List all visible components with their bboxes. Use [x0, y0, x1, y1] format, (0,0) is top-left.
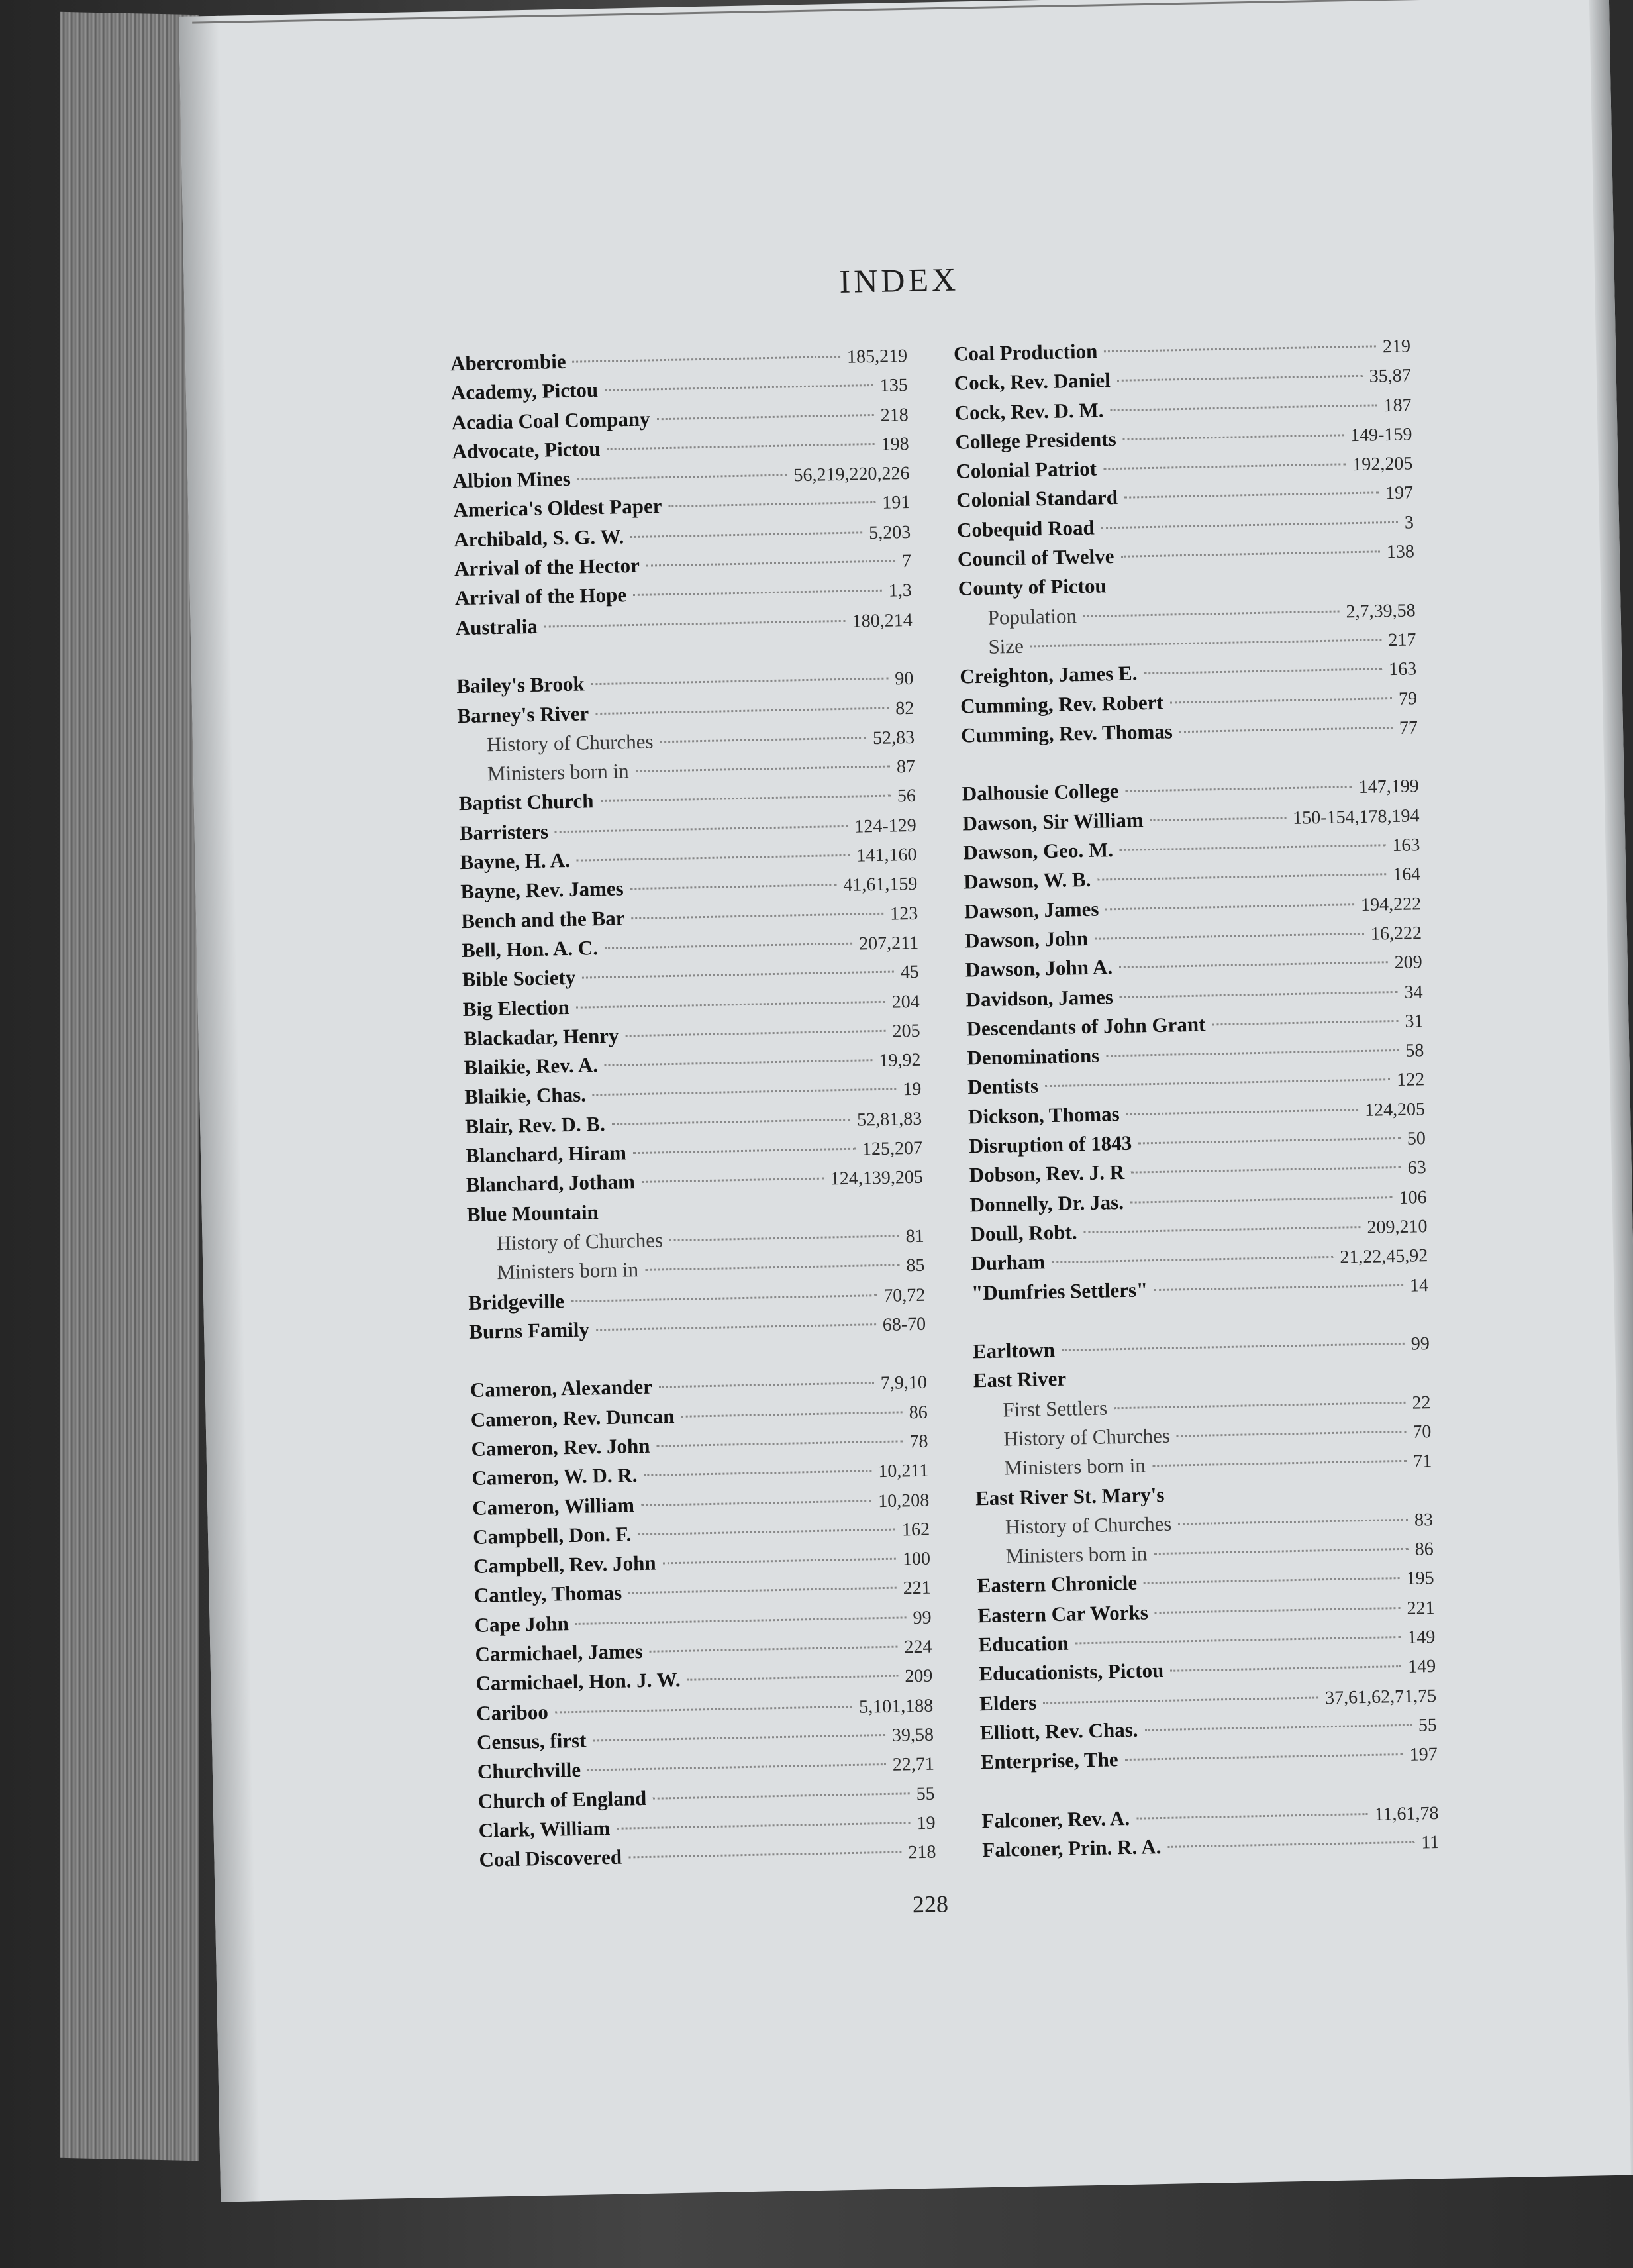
- leader-dots: [1095, 933, 1364, 940]
- entry-pages: 180,214: [852, 609, 913, 632]
- index-column-left: [450, 340, 936, 1875]
- leader-dots: [596, 1323, 876, 1331]
- entry-name: Cape John: [474, 1611, 569, 1637]
- entry-name: Dawson, Geo. M.: [963, 838, 1114, 864]
- entry-pages: 2,7,39,58: [1346, 599, 1416, 622]
- entry-name: Blaikie, Chas.: [464, 1082, 587, 1109]
- entry-pages: 52,83: [872, 727, 915, 748]
- leader-dots: [1178, 1519, 1408, 1525]
- entry-pages: 123: [889, 903, 918, 925]
- entry-pages: 71: [1412, 1451, 1432, 1472]
- entry-name: Elders: [979, 1690, 1037, 1715]
- leader-dots: [600, 795, 890, 802]
- entry-pages: 70,72: [883, 1284, 926, 1306]
- entry-name: Dobson, Rev. J. R: [969, 1160, 1125, 1187]
- entry-name: Advocate, Pictou: [452, 437, 601, 464]
- entry-pages: 150-154,178,194: [1292, 805, 1420, 829]
- entry-pages: 124-129: [854, 815, 916, 837]
- entry-pages: 195: [1406, 1568, 1434, 1590]
- entry-name: Dickson, Thomas: [967, 1102, 1120, 1129]
- leader-dots: [656, 1440, 903, 1447]
- entry-pages: 149: [1407, 1627, 1436, 1648]
- entry-pages: 63: [1407, 1157, 1427, 1179]
- leader-dots: [1052, 1256, 1333, 1263]
- entry-name: History of Churches: [496, 1228, 664, 1255]
- entry-name: Ministers born in: [497, 1258, 639, 1284]
- leader-dots: [1083, 610, 1340, 617]
- leader-dots: [638, 1529, 895, 1535]
- entry-name: Blair, Rev. D. B.: [464, 1111, 606, 1138]
- entry-pages: 16,222: [1370, 923, 1422, 945]
- entry-pages: 22: [1412, 1392, 1431, 1414]
- leader-dots: [1075, 1636, 1401, 1644]
- leader-dots: [571, 1294, 877, 1302]
- entry-name: Dalhousie College: [962, 779, 1119, 805]
- entry-name: "Dumfries Settlers": [971, 1277, 1148, 1304]
- leader-dots: [1097, 874, 1386, 881]
- leader-dots: [1110, 404, 1377, 411]
- leader-dots: [577, 474, 787, 480]
- entry-name: Ministers born in: [1003, 1453, 1146, 1480]
- entry-pages: 78: [909, 1431, 928, 1453]
- leader-dots: [668, 501, 875, 507]
- entry-pages: 224: [904, 1636, 932, 1658]
- entry-pages: 194,222: [1360, 893, 1422, 915]
- leader-dots: [1136, 1813, 1367, 1820]
- leader-dots: [653, 1792, 910, 1799]
- leader-dots: [631, 912, 883, 919]
- leader-dots: [617, 1822, 910, 1830]
- entry-name: Cameron, Rev. John: [471, 1433, 650, 1461]
- leader-dots: [646, 560, 895, 566]
- entry-name: Enterprise, The: [980, 1747, 1118, 1774]
- entry-pages: 99: [913, 1607, 932, 1628]
- entry-name: Academy, Pictou: [450, 378, 599, 405]
- entry-name: Bayne, H. A.: [460, 848, 571, 874]
- entry-pages: 11,61,78: [1374, 1802, 1439, 1825]
- entry-pages: 207,211: [858, 932, 919, 954]
- entry-name: Bell, Hon. A. C.: [461, 936, 599, 962]
- leader-dots: [1043, 1696, 1318, 1704]
- leader-dots: [1103, 463, 1346, 470]
- leader-dots: [1062, 1343, 1405, 1351]
- entry-name: Ministers born in: [487, 759, 629, 786]
- leader-dots: [1154, 1548, 1408, 1555]
- entry-pages: 221: [1407, 1597, 1435, 1619]
- entry-name: Educationists, Pictou: [978, 1659, 1164, 1686]
- index-title: INDEX: [839, 260, 960, 300]
- entry-pages: 14: [1409, 1274, 1429, 1296]
- entry-name: Blanchard, Hiram: [465, 1141, 627, 1168]
- entry-pages: 86: [909, 1402, 928, 1423]
- index-column-right: [954, 331, 1440, 1865]
- leader-dots: [577, 854, 850, 862]
- entry-name: Denominations: [967, 1043, 1100, 1070]
- entry-pages: 141,160: [856, 844, 917, 866]
- entry-pages: 187: [1383, 394, 1412, 416]
- leader-dots: [1179, 727, 1393, 733]
- entry-name: Earltown: [972, 1338, 1056, 1363]
- entry-pages: 83: [1414, 1509, 1434, 1531]
- leader-dots: [573, 356, 840, 363]
- leader-dots: [544, 620, 846, 628]
- leader-dots: [1144, 668, 1382, 675]
- entry-name: East River St. Mary's: [975, 1482, 1165, 1510]
- leader-dots: [1117, 375, 1363, 382]
- entry-name: Dentists: [967, 1074, 1039, 1099]
- entry-pages: 5,203: [868, 521, 911, 543]
- entry-name: Big Election: [462, 995, 570, 1021]
- entry-pages: 55: [916, 1783, 936, 1804]
- entry-pages: 197: [1409, 1744, 1438, 1766]
- entry-name: Colonial Patriot: [956, 456, 1097, 483]
- entry-name: Arrival of the Hector: [454, 553, 640, 581]
- entry-pages: 209: [905, 1665, 933, 1687]
- entry-name: East River: [973, 1367, 1067, 1392]
- entry-name: Barney's River: [456, 701, 589, 727]
- leader-dots: [555, 1706, 852, 1714]
- entry-name: Davidson, James: [965, 984, 1114, 1011]
- leader-dots: [1101, 521, 1398, 529]
- entry-name: Barristers: [459, 819, 549, 845]
- entry-name: First Settlers: [1003, 1396, 1108, 1421]
- entry-name: Archibald, S. G. W.: [453, 525, 624, 551]
- leader-dots: [660, 737, 867, 743]
- leader-dots: [633, 590, 882, 596]
- entry-pages: 55: [1418, 1714, 1438, 1736]
- entry-pages: 135: [879, 375, 909, 397]
- entry-name: Disruption of 1843: [968, 1131, 1132, 1158]
- leader-dots: [582, 971, 894, 979]
- entry-pages: 124,139,205: [830, 1167, 924, 1190]
- page-number: 228: [912, 1890, 949, 1918]
- leader-dots: [650, 1646, 898, 1653]
- entry-name: Bayne, Rev. James: [460, 876, 624, 903]
- leader-dots: [593, 1734, 885, 1741]
- entry-pages: 192,205: [1352, 453, 1413, 476]
- entry-pages: 22,71: [892, 1753, 935, 1776]
- leader-dots: [555, 825, 848, 833]
- leader-dots: [593, 1088, 897, 1096]
- leader-dots: [1114, 1402, 1405, 1409]
- entry-name: Clark, William: [478, 1816, 611, 1842]
- entry-pages: 10,208: [877, 1490, 930, 1512]
- entry-name: Bench and the Bar: [460, 905, 625, 933]
- entry-name: Cariboo: [475, 1700, 549, 1725]
- entry-name: Dawson, John: [964, 926, 1089, 953]
- entry-name: Descendants of John Grant: [966, 1012, 1206, 1041]
- entry-pages: 90: [895, 668, 914, 690]
- leader-dots: [633, 1148, 856, 1154]
- leader-dots: [1152, 1460, 1407, 1467]
- entry-name: Blaikie, Rev. A.: [464, 1053, 599, 1080]
- leader-dots: [645, 1264, 899, 1271]
- leader-dots: [1030, 639, 1382, 647]
- leader-dots: [1124, 492, 1379, 499]
- entry-name: Blanchard, Jotham: [466, 1170, 636, 1197]
- entry-name: Falconer, Rev. A.: [981, 1806, 1130, 1833]
- leader-dots: [1120, 844, 1386, 851]
- entry-pages: 138: [1386, 541, 1415, 563]
- entry-pages: 209,210: [1367, 1216, 1428, 1238]
- entry-name: Church of England: [477, 1786, 647, 1813]
- entry-pages: 221: [903, 1578, 932, 1599]
- entry-name: Cameron, W. D. R.: [471, 1463, 638, 1490]
- entry-name: Bridgeville: [468, 1288, 565, 1314]
- entry-pages: 56: [897, 786, 916, 807]
- entry-name: Doull, Robt.: [970, 1220, 1077, 1246]
- entry-pages: 191: [882, 492, 911, 514]
- leader-dots: [628, 1587, 897, 1594]
- leader-dots: [1154, 1284, 1403, 1290]
- entry-pages: 41,61,159: [843, 874, 918, 896]
- leader-dots: [642, 1178, 824, 1183]
- entry-pages: 52,81,83: [856, 1108, 922, 1131]
- entry-name: Durham: [971, 1250, 1046, 1275]
- leader-dots: [607, 443, 874, 450]
- entry-name: Coal Production: [953, 339, 1098, 366]
- entry-pages: 50: [1407, 1128, 1426, 1149]
- leader-dots: [636, 766, 890, 772]
- entry-pages: 106: [1399, 1186, 1427, 1208]
- entry-pages: 87: [896, 756, 916, 778]
- entry-pages: 7: [901, 551, 912, 572]
- entry-name: Abercrombie: [450, 349, 566, 376]
- leader-dots: [605, 1059, 873, 1066]
- entry-name: Cobequid Road: [956, 515, 1095, 542]
- leader-dots: [1131, 1166, 1401, 1174]
- entry-name: Eastern Car Works: [977, 1600, 1149, 1627]
- entry-name: Carmichael, Hon. J. W.: [475, 1668, 681, 1696]
- entry-name: Size: [988, 634, 1024, 658]
- entry-name: History of Churches: [1003, 1423, 1171, 1451]
- entry-name: Council of Twelve: [957, 544, 1114, 571]
- entry-name: Cantley, Thomas: [473, 1581, 622, 1608]
- leader-dots: [625, 1030, 885, 1037]
- entry-pages: 77: [1399, 717, 1418, 739]
- leader-dots: [1130, 1196, 1393, 1204]
- entry-name: Cock, Rev. Daniel: [954, 368, 1111, 395]
- entry-name: County of Pictou: [958, 574, 1107, 600]
- leader-dots: [1144, 1578, 1400, 1584]
- entry-name: Elliott, Rev. Chas.: [979, 1718, 1138, 1745]
- leader-dots: [1155, 1607, 1401, 1614]
- leader-dots: [656, 414, 873, 420]
- entry-name: Dawson, Sir William: [962, 808, 1144, 835]
- entry-name: Education: [978, 1631, 1069, 1657]
- entry-pages: 37,61,62,71,75: [1324, 1685, 1437, 1708]
- entry-pages: 85: [906, 1255, 925, 1276]
- entry-pages: 149-159: [1350, 424, 1412, 446]
- entry-pages: 45: [900, 962, 920, 983]
- entry-pages: 163: [1388, 658, 1417, 680]
- entry-pages: 21,22,45,92: [1339, 1245, 1428, 1268]
- entry-pages: 39,58: [891, 1724, 934, 1746]
- leader-dots: [630, 531, 862, 538]
- leader-dots: [1167, 1841, 1414, 1848]
- entry-name: Ministers born in: [1005, 1541, 1148, 1568]
- entry-name: Burns Family: [468, 1317, 590, 1343]
- entry-pages: 124,205: [1364, 1098, 1426, 1121]
- entry-pages: 68-70: [882, 1314, 926, 1335]
- entry-pages: 82: [895, 697, 915, 719]
- entry-pages: 19: [903, 1079, 922, 1100]
- entry-name: Churchville: [477, 1758, 581, 1784]
- leader-dots: [681, 1411, 902, 1417]
- entry-name: Cameron, Rev. Duncan: [470, 1404, 675, 1431]
- leader-dots: [1177, 1431, 1407, 1437]
- entry-pages: 197: [1385, 482, 1414, 504]
- entry-name: College Presidents: [955, 427, 1116, 454]
- leader-dots: [659, 1382, 874, 1388]
- entry-pages: 217: [1388, 629, 1416, 651]
- entry-pages: 34: [1404, 981, 1423, 1003]
- entry-pages: 5,101,188: [858, 1695, 934, 1718]
- leader-dots: [1104, 345, 1376, 352]
- leader-dots: [663, 1558, 896, 1565]
- entry-pages: 149: [1407, 1656, 1436, 1678]
- entry-name: Bible Society: [462, 965, 576, 992]
- entry-pages: 125,207: [862, 1137, 923, 1160]
- entry-name: Creighton, James E.: [960, 661, 1138, 688]
- entry-pages: 70: [1412, 1421, 1432, 1443]
- entry-name: Dawson, John A.: [965, 955, 1113, 982]
- entry-pages: 31: [1405, 1011, 1424, 1032]
- entry-pages: 81: [905, 1225, 924, 1247]
- entry-pages: 122: [1396, 1069, 1425, 1091]
- entry-name: Australia: [455, 614, 538, 639]
- entry-pages: 35,87: [1369, 365, 1412, 387]
- leader-dots: [1138, 1137, 1401, 1145]
- book-page: [179, 0, 1633, 2202]
- entry-name: Baptist Church: [458, 789, 594, 815]
- entry-name: Cameron, William: [471, 1492, 635, 1520]
- page-edges: [60, 12, 199, 2161]
- leader-dots: [605, 943, 852, 949]
- entry-name: Census, first: [476, 1728, 587, 1754]
- leader-dots: [605, 384, 873, 391]
- entry-pages: 163: [1392, 835, 1420, 856]
- entry-pages: 99: [1410, 1333, 1430, 1355]
- entry-name: Dawson, James: [964, 897, 1099, 923]
- leader-dots: [1120, 550, 1379, 558]
- leader-dots: [1045, 1079, 1390, 1088]
- leader-dots: [1144, 1724, 1411, 1731]
- entry-pages: 19: [916, 1812, 936, 1833]
- entry-name: Carmichael, James: [475, 1639, 643, 1666]
- entry-name: Cameron, Alexander: [470, 1375, 653, 1402]
- entry-name: Donnelly, Dr. Jas.: [969, 1190, 1124, 1217]
- entry-pages: 209: [1394, 952, 1423, 974]
- entry-pages: 86: [1414, 1539, 1434, 1560]
- leader-dots: [587, 1763, 886, 1771]
- entry-name: Eastern Chronicle: [977, 1571, 1138, 1598]
- entry-name: Bailey's Brook: [456, 672, 585, 698]
- entry-pages: 205: [892, 1020, 920, 1042]
- entry-name: Population: [987, 603, 1077, 629]
- entry-pages: 198: [881, 433, 909, 455]
- entry-name: Acadia Coal Company: [451, 407, 650, 434]
- leader-dots: [576, 1000, 885, 1008]
- leader-dots: [1105, 903, 1354, 910]
- entry-pages: 79: [1398, 688, 1418, 709]
- leader-dots: [1212, 1020, 1398, 1025]
- entry-pages: 10,211: [878, 1460, 929, 1482]
- entry-pages: 1,3: [888, 580, 913, 601]
- entry-name: Cock, Rev. D. M.: [954, 397, 1104, 425]
- entry-pages: 204: [891, 991, 920, 1013]
- entry-pages: 218: [880, 404, 909, 426]
- top-edge: [192, 0, 1583, 24]
- leader-dots: [1123, 434, 1344, 440]
- entry-pages: 162: [901, 1519, 930, 1541]
- entry-name: Blue Mountain: [466, 1200, 599, 1226]
- entry-name: Cumming, Rev. Robert: [960, 690, 1164, 718]
- entry-name: Albion Mines: [452, 466, 571, 493]
- leader-dots: [644, 1470, 871, 1477]
- entry-name: Arrival of the Hope: [454, 583, 627, 610]
- entry-pages: 219: [1382, 336, 1411, 358]
- leader-dots: [1125, 1753, 1403, 1761]
- leader-dots: [1126, 1109, 1358, 1115]
- leader-dots: [1084, 1226, 1361, 1233]
- leader-dots: [641, 1500, 871, 1506]
- entry-pages: 19,92: [879, 1049, 921, 1072]
- leader-dots: [612, 1119, 850, 1125]
- entry-pages: 185,219: [846, 345, 908, 368]
- leader-dots: [1126, 786, 1352, 793]
- leader-dots: [687, 1675, 898, 1681]
- leader-dots: [1106, 1049, 1399, 1057]
- entry-pages: 3: [1404, 512, 1414, 533]
- leader-dots: [1170, 1665, 1401, 1672]
- entry-name: Blackadar, Henry: [463, 1023, 619, 1050]
- page-right-edge: [1589, 0, 1633, 2175]
- entry-pages: 11: [1421, 1832, 1440, 1853]
- entry-pages: 218: [908, 1841, 936, 1863]
- leader-dots: [595, 707, 889, 715]
- leader-dots: [630, 884, 837, 890]
- leader-dots: [1150, 817, 1287, 821]
- entry-name: Coal Discovered: [479, 1845, 622, 1871]
- entry-name: Cumming, Rev. Thomas: [960, 719, 1173, 747]
- entry-pages: 147,199: [1358, 776, 1419, 798]
- leader-dots: [1170, 697, 1392, 703]
- entry-pages: 58: [1405, 1040, 1424, 1061]
- leader-dots: [628, 1851, 901, 1859]
- entry-name: Colonial Standard: [956, 486, 1118, 513]
- entry-name: Campbell, Rev. John: [473, 1551, 656, 1578]
- entry-name: Campbell, Don. F.: [472, 1522, 632, 1549]
- entry-name: History of Churches: [1005, 1512, 1172, 1539]
- leader-dots: [1119, 961, 1388, 968]
- leader-dots: [669, 1235, 899, 1241]
- leader-dots: [591, 678, 889, 686]
- entry-name: Falconer, Prin. R. A.: [982, 1835, 1162, 1862]
- entry-pages: 164: [1392, 864, 1421, 886]
- leader-dots: [575, 1616, 907, 1625]
- entry-pages: 100: [902, 1548, 931, 1570]
- entry-name: History of Churches: [486, 729, 654, 756]
- entry-pages: 56,219,220,226: [793, 463, 910, 486]
- leader-dots: [1120, 990, 1398, 998]
- entry-name: Dawson, W. B.: [963, 868, 1091, 894]
- entry-name: America's Oldest Paper: [453, 494, 662, 522]
- entry-pages: 7,9,10: [880, 1372, 928, 1394]
